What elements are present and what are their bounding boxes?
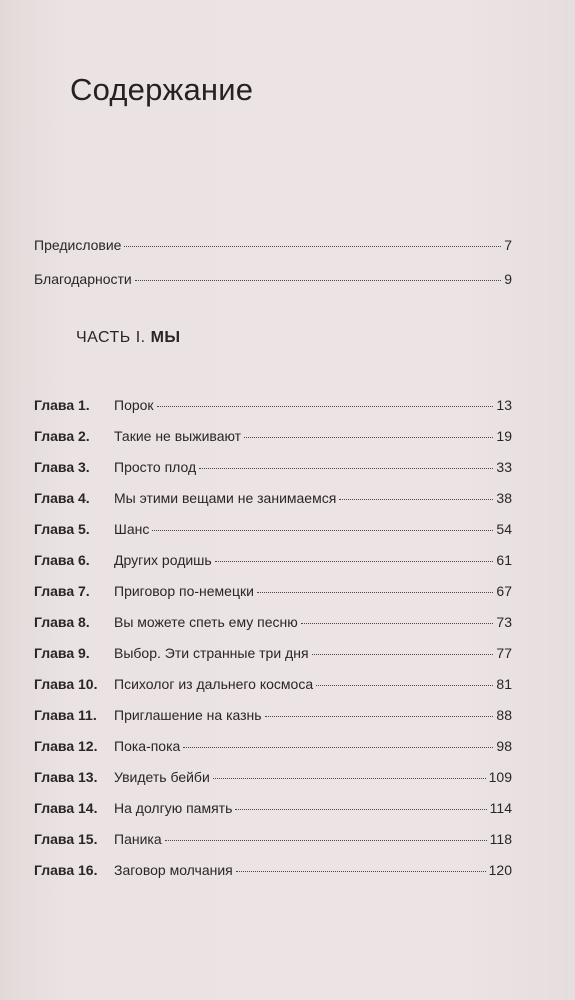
chapter-title: Паника	[114, 831, 162, 847]
chapter-number: Глава 10.	[34, 676, 98, 692]
chapter-title: Порок	[114, 397, 154, 413]
chapter-title: Других родишь	[114, 552, 212, 568]
chapter-title: Психолог из дальнего космоса	[114, 676, 314, 692]
chapter-number: Глава 14.	[34, 800, 98, 816]
chapter-number: Глава 16.	[34, 862, 98, 878]
chapter-page: 81	[496, 676, 512, 692]
dot-leader	[339, 499, 493, 500]
dot-leader	[165, 840, 487, 841]
chapter-number: Глава 6.	[34, 552, 90, 568]
chapter-page: 19	[496, 428, 512, 444]
chapter-entry[interactable]	[34, 396, 512, 414]
chapter-title: Пока-пока	[114, 738, 181, 754]
chapter-title: Приговор по-немецки	[114, 583, 254, 599]
chapter-page: 61	[496, 552, 512, 568]
chapter-entry[interactable]	[34, 613, 512, 631]
chapter-title: Выбор. Эти странные три дня	[114, 645, 309, 661]
toc-entry-page: 9	[504, 271, 512, 287]
chapter-number: Глава 15.	[34, 831, 98, 847]
dot-leader	[236, 871, 486, 872]
part-prefix: ЧАСТЬ I.	[76, 329, 146, 346]
chapter-page: 109	[488, 769, 512, 785]
toc-entry-acknowledgements[interactable]	[34, 270, 512, 288]
chapter-page: 67	[496, 583, 512, 599]
dot-leader	[183, 747, 493, 748]
chapter-number: Глава 5.	[34, 521, 90, 537]
chapter-entry[interactable]	[34, 768, 512, 786]
dot-leader	[152, 530, 493, 531]
chapter-entry[interactable]	[34, 427, 512, 445]
chapter-title: Просто плод	[114, 459, 197, 475]
part-name: МЫ	[150, 329, 181, 346]
chapter-number: Глава 13.	[34, 769, 98, 785]
dot-leader	[215, 561, 494, 562]
chapter-page: 98	[496, 738, 512, 754]
chapter-page: 73	[496, 614, 512, 630]
chapter-entry[interactable]	[34, 551, 512, 569]
chapter-number: Глава 11.	[34, 707, 97, 723]
chapter-number: Глава 12.	[34, 738, 98, 754]
chapter-entry[interactable]	[34, 458, 512, 476]
chapter-page: 33	[496, 459, 512, 475]
chapter-entry[interactable]	[34, 861, 512, 879]
chapter-title: На долгую память	[114, 800, 233, 816]
dot-leader	[213, 778, 486, 779]
chapter-number: Глава 3.	[34, 459, 90, 475]
chapter-title: Шанс	[114, 521, 150, 537]
chapter-number: Глава 8.	[34, 614, 90, 630]
chapter-title: Вы можете спеть ему песню	[114, 614, 298, 630]
dot-leader	[257, 592, 494, 593]
dot-leader	[265, 716, 494, 717]
toc-entry-page: 7	[504, 237, 512, 253]
chapter-entry[interactable]	[34, 675, 512, 693]
toc-entry-label: Благодарности	[34, 271, 132, 287]
chapter-entry[interactable]	[34, 520, 512, 538]
dot-leader	[301, 623, 494, 624]
chapter-number: Глава 4.	[34, 490, 90, 506]
dot-leader	[199, 468, 493, 469]
chapter-page: 88	[496, 707, 512, 723]
dot-leader	[135, 280, 501, 281]
part-heading	[76, 329, 181, 347]
dot-leader	[312, 654, 494, 655]
chapter-title: Такие не выживают	[114, 428, 242, 444]
chapter-page: 114	[489, 800, 512, 816]
chapter-page: 38	[496, 490, 512, 506]
dot-leader	[235, 809, 486, 810]
chapter-title: Заговор молчания	[114, 862, 233, 878]
dot-leader	[316, 685, 493, 686]
chapter-page: 13	[496, 397, 512, 413]
chapter-page: 77	[496, 645, 512, 661]
dot-leader	[124, 246, 501, 247]
toc-entry-preface[interactable]	[34, 236, 512, 254]
chapter-title: Мы этими вещами не занимаемся	[114, 490, 337, 506]
chapter-entry[interactable]	[34, 582, 512, 600]
page-title: Содержание	[70, 72, 254, 107]
chapter-page: 54	[496, 521, 512, 537]
toc-entry-label: Предисловие	[34, 237, 122, 253]
dot-leader	[244, 437, 493, 438]
chapter-number: Глава 9.	[34, 645, 90, 661]
chapter-entry[interactable]	[34, 644, 512, 662]
chapter-entry[interactable]	[34, 737, 512, 755]
chapter-title: Приглашение на казнь	[114, 707, 262, 723]
chapter-number: Глава 2.	[34, 428, 90, 444]
chapter-title: Увидеть бейби	[114, 769, 210, 785]
chapter-page: 120	[488, 862, 512, 878]
chapter-page: 118	[489, 831, 512, 847]
chapter-entry[interactable]	[34, 799, 512, 817]
chapter-number: Глава 1.	[34, 397, 90, 413]
chapter-entry[interactable]	[34, 706, 512, 724]
dot-leader	[157, 406, 494, 407]
chapter-entry[interactable]	[34, 489, 512, 507]
chapter-entry[interactable]	[34, 830, 512, 848]
chapter-number: Глава 7.	[34, 583, 90, 599]
